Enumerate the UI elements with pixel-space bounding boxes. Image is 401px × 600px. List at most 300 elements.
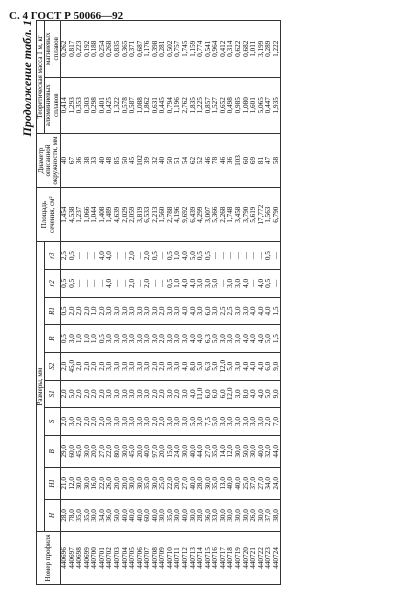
col-s: S	[45, 408, 61, 436]
table-cell: 4,0	[250, 325, 258, 353]
table-cell: —	[212, 242, 220, 270]
table-cell: 3,0	[227, 408, 235, 436]
table-cell: 25,0	[159, 467, 167, 499]
table-cell: 30,0	[174, 499, 182, 531]
table-cell: —	[159, 270, 167, 298]
table-cell: 2,0	[61, 408, 69, 436]
table-cell: 0,398	[152, 21, 160, 78]
profiles-table	[36, 20, 281, 585]
table-cell: 0,964	[212, 21, 220, 78]
col-b: B	[45, 435, 61, 467]
col-r2: r2	[45, 270, 61, 298]
table-cell: 4,299	[197, 188, 205, 242]
table-cell: 35,0	[212, 467, 220, 499]
table-cell: 5,619	[250, 188, 258, 242]
table-cell: 51	[174, 133, 182, 187]
table-cell: 30,0	[159, 499, 167, 531]
profile-number-cell: 440716	[212, 531, 220, 584]
table-cell: —	[122, 270, 130, 298]
table-cell: 3,0	[174, 408, 182, 436]
table-cell: 0,985	[235, 77, 243, 133]
table-cell: 0,5	[205, 242, 213, 270]
table-cell: 11,0	[197, 380, 205, 408]
table-cell: 0,498	[227, 77, 235, 133]
table-cell: 40,0	[235, 467, 243, 499]
table-cell: 35,0	[84, 499, 92, 531]
table-cell: 6,533	[144, 188, 152, 242]
table-cell: 20,0	[137, 435, 145, 467]
table-cell: 30,0	[84, 435, 92, 467]
table-cell: 37,0	[250, 467, 258, 499]
table-cell: 2,0	[76, 297, 84, 325]
table-cell: 22,0	[167, 467, 175, 499]
profile-number-cell: 440720	[243, 531, 251, 584]
table-cell: 4,0	[190, 380, 198, 408]
table-cell: 0,353	[76, 77, 84, 133]
table-cell: 3,0	[182, 325, 190, 353]
table-cell: 3,0	[122, 380, 130, 408]
table-cell: 1,0	[174, 242, 182, 270]
col-profile: Номер профиля	[37, 531, 61, 584]
table-cell: 2,0	[152, 408, 160, 436]
table-cell: 0,5	[167, 270, 175, 298]
table-cell: 4,0	[265, 297, 273, 325]
table-cell: 2,059	[129, 188, 137, 242]
table-cell: 35,0	[76, 499, 84, 531]
profile-number-cell: 440701	[99, 531, 107, 584]
table-cell: 3,0	[129, 352, 137, 380]
table-cell: 30,0	[84, 467, 92, 499]
table-cell: 36,0	[205, 499, 213, 531]
table-cell: 30,0	[190, 499, 198, 531]
table-cell: 1,011	[250, 21, 258, 78]
table-cell: 30,0	[182, 435, 190, 467]
profile-number-cell: 440699	[84, 531, 92, 584]
table-cell: 2,0	[152, 380, 160, 408]
table-cell: 2,0	[91, 408, 99, 436]
table-cell: 3,199	[258, 21, 266, 78]
table-cell: 0,631	[152, 77, 160, 133]
table-cell: 1,563	[265, 188, 273, 242]
profile-number-cell: 440703	[114, 531, 122, 584]
table-cell: 1,489	[106, 188, 114, 242]
table-cell: 60	[243, 133, 251, 187]
table-cell: 4,0	[182, 242, 190, 270]
table-cell: 36	[227, 133, 235, 187]
table-cell: 32,0	[265, 435, 273, 467]
table-cell: 3,0	[220, 325, 228, 353]
table-cell: 5,0	[190, 408, 198, 436]
profile-number-cell: 440700	[91, 531, 99, 584]
table-cell: 3,0	[167, 408, 175, 436]
table-cell: 3,0	[220, 408, 228, 436]
table-cell: 2,268	[220, 188, 228, 242]
table-cell: 1,196	[174, 77, 182, 133]
table-cell: 4,0	[182, 270, 190, 298]
table-cell: 6,0	[220, 380, 228, 408]
table-cell: 5,0	[212, 270, 220, 298]
table-cell: 0,794	[167, 77, 175, 133]
table-cell: —	[114, 242, 122, 270]
table-cell: 2,0	[84, 380, 92, 408]
table-cell: 0,5	[152, 242, 160, 270]
table-cell: 2,0	[265, 408, 273, 436]
table-cell: 30,0	[220, 499, 228, 531]
table-cell: 30,0	[235, 499, 243, 531]
table-cell: 78	[212, 133, 220, 187]
table-cell: 2,0	[159, 408, 167, 436]
table-cell: 3,0	[167, 325, 175, 353]
table-cell: 3,0	[235, 325, 243, 353]
table-cell: 30,0	[243, 499, 251, 531]
table-cell: 40,0	[190, 435, 198, 467]
table-cell: 0,192	[84, 21, 92, 78]
profile-number-cell: 440724	[273, 531, 281, 584]
table-cell: 15,0	[167, 435, 175, 467]
table-cell: 3,0	[235, 380, 243, 408]
table-cell: 1,862	[144, 77, 152, 133]
table-cell: 3,0	[227, 325, 235, 353]
table-cell: 2,0	[144, 270, 152, 298]
profile-number-cell: 440704	[122, 531, 130, 584]
profile-number-cell: 440723	[265, 531, 273, 584]
table-cell: 2,0	[99, 408, 107, 436]
table-cell: 3,0	[152, 325, 160, 353]
table-cell: 0,682	[243, 21, 251, 78]
table-cell: 34,0	[265, 467, 273, 499]
table-cell: 1,5	[273, 297, 281, 325]
table-cell: 2,0	[129, 270, 137, 298]
table-cell: 26,0	[106, 467, 114, 499]
table-cell: 44,0	[197, 435, 205, 467]
table-cell: —	[273, 242, 281, 270]
table-cell: 3,0	[144, 408, 152, 436]
table-cell: 0,652	[220, 77, 228, 133]
table-cell: 0,5	[61, 297, 69, 325]
table-cell: 2,0	[144, 242, 152, 270]
table-cell: 5,0	[212, 325, 220, 353]
table-cell: 67	[69, 133, 77, 187]
col-r: R	[45, 325, 61, 353]
table-cell: 1,080	[243, 77, 251, 133]
table-cell: 24,0	[273, 467, 281, 499]
table-cell: —	[258, 242, 266, 270]
table-cell: 4,0	[243, 270, 251, 298]
table-cell: 40,0	[227, 467, 235, 499]
table-cell: 54	[182, 133, 190, 187]
table-cell: 1,0	[174, 270, 182, 298]
table-cell: 0,502	[167, 21, 175, 78]
table-cell: 1,176	[144, 21, 152, 78]
table-cell: 2,0	[159, 352, 167, 380]
table-cell: 30,0	[129, 467, 137, 499]
table-cell: 3,0	[137, 408, 145, 436]
table-cell: 3,0	[137, 380, 145, 408]
table-cell: 40	[159, 133, 167, 187]
table-cell: 4,0	[182, 352, 190, 380]
table-cell: 0,365	[122, 21, 130, 78]
table-cell: 4,0	[190, 270, 198, 298]
table-cell: —	[99, 270, 107, 298]
table-cell: 80,0	[114, 435, 122, 467]
table-cell: —	[250, 242, 258, 270]
table-cell: 3,0	[182, 380, 190, 408]
profile-number-cell: 440702	[106, 531, 114, 584]
table-cell: 0,5	[265, 270, 273, 298]
rotated-table-content	[20, 20, 390, 585]
table-cell: 3,0	[152, 297, 160, 325]
table-cell: 2,0	[61, 380, 69, 408]
table-cell: 30,0	[76, 467, 84, 499]
table-cell: 6,0	[205, 380, 213, 408]
table-cell: 3,0	[212, 297, 220, 325]
table-cell: 40,0	[152, 499, 160, 531]
table-cell: 3,0	[122, 297, 130, 325]
table-cell: 1,0	[84, 325, 92, 353]
profile-number-cell: 440709	[159, 531, 167, 584]
table-cell: 21,0	[61, 467, 69, 499]
col-al: алюминиевых сплавов	[45, 77, 61, 133]
table-cell: 20,0	[159, 435, 167, 467]
table-cell: 5,0	[265, 325, 273, 353]
page-header: С. 4 ГОСТ Р 50066—92	[9, 10, 124, 22]
table-cell: 40,0	[258, 435, 266, 467]
table-cell: 2,0	[99, 297, 107, 325]
table-cell: 3,0	[167, 352, 175, 380]
table-cell: —	[91, 270, 99, 298]
table-cell: 3,458	[235, 188, 243, 242]
table-cell: 4,0	[197, 325, 205, 353]
table-cell: 44,0	[273, 435, 281, 467]
table-cell: 22,0	[106, 435, 114, 467]
table-cell: 6,3	[205, 325, 213, 353]
table-cell: —	[76, 242, 84, 270]
table-cell: 13,0	[220, 467, 228, 499]
table-cell: 97,0	[152, 435, 160, 467]
table-cell: 81	[258, 133, 266, 187]
table-cell: 3,819	[137, 188, 145, 242]
table-cell: 3,0	[129, 380, 137, 408]
table-cell: 12,0	[69, 467, 77, 499]
table-cell: 3,0	[174, 325, 182, 353]
table-cell: 39	[144, 133, 152, 187]
table-cell: 4,0	[250, 380, 258, 408]
table-cell: 27,0	[99, 435, 107, 467]
table-cell: 3,0	[106, 297, 114, 325]
table-cell: 0,541	[205, 21, 213, 78]
table-cell: 0,401	[99, 77, 107, 133]
table-cell: 4,0	[190, 325, 198, 353]
table-cell: 2,0	[76, 408, 84, 436]
table-cell: 1,601	[250, 77, 258, 133]
table-cell: 4,0	[243, 325, 251, 353]
table-cell: 9,0	[273, 352, 281, 380]
table-cell: 0,622	[235, 21, 243, 78]
table-cell: 1,0	[91, 325, 99, 353]
table-cell: 45,0	[129, 435, 137, 467]
table-cell: 30,0	[137, 467, 145, 499]
table-cell: 2,0	[91, 352, 99, 380]
profile-number-cell: 440697	[69, 531, 77, 584]
table-cell: 3,0	[129, 408, 137, 436]
table-cell: 3,0	[137, 352, 145, 380]
table-cell: 4,0	[190, 297, 198, 325]
table-cell: 69	[250, 133, 258, 187]
table-cell: —	[152, 270, 160, 298]
table-cell: 0,314	[227, 21, 235, 78]
table-cell: 4,0	[106, 242, 114, 270]
table-cell: 4,0	[182, 297, 190, 325]
col-mass: Теоретическая масса 1 м, кг	[37, 21, 45, 134]
table-cell: 0,223	[76, 21, 84, 78]
table-cell: 4,639	[114, 188, 122, 242]
table-cell: 5,0	[190, 242, 198, 270]
col-h: H	[45, 499, 61, 531]
table-cell: 1,454	[61, 188, 69, 242]
table-cell: 3,0	[122, 352, 130, 380]
table-cell: 0,254	[99, 21, 107, 78]
table-cell: 4,0	[250, 352, 258, 380]
table-cell: 7,0	[273, 408, 281, 436]
table-cell: 3,0	[235, 408, 243, 436]
table-cell: 3,0	[137, 325, 145, 353]
table-cell: 27,0	[182, 467, 190, 499]
table-cell: —	[243, 242, 251, 270]
table-cell: 4,0	[258, 297, 266, 325]
table-cell: 0,687	[137, 21, 145, 78]
table-row	[273, 21, 281, 585]
table-cell: —	[137, 270, 145, 298]
table-cell: 60,0	[69, 435, 77, 467]
table-cell: 1,225	[197, 77, 205, 133]
table-cell: 24,0	[174, 435, 182, 467]
table-cell: —	[84, 270, 92, 298]
table-cell: 0,188	[91, 21, 99, 78]
table-cell: 3,0	[250, 408, 258, 436]
table-cell: 0,262	[61, 21, 69, 78]
table-cell: 3,0	[69, 408, 77, 436]
table-cell: 8,0	[243, 380, 251, 408]
table-cell: 3,0	[182, 408, 190, 436]
table-cell: 0,5	[61, 325, 69, 353]
table-cell: 40,0	[122, 499, 130, 531]
table-cell: 60,0	[144, 499, 152, 531]
profile-number-cell: 440708	[152, 531, 160, 584]
table-cell: 2,0	[76, 352, 84, 380]
table-cell: 3,0	[174, 352, 182, 380]
profile-number-cell: 440706	[137, 531, 145, 584]
table-cell: 27,0	[258, 467, 266, 499]
table-cell: 30,0	[250, 435, 258, 467]
table-cell: 0,587	[129, 77, 137, 133]
profile-number-cell: 440698	[76, 531, 84, 584]
table-cell: 5,366	[212, 188, 220, 242]
table-cell: —	[122, 242, 130, 270]
table-cell: 3,0	[167, 297, 175, 325]
table-cell: 1,5	[273, 325, 281, 353]
table-cell: 46	[220, 133, 228, 187]
table-cell: 2,0	[76, 380, 84, 408]
table-cell: 40	[99, 133, 107, 187]
table-cell: 2,5	[220, 297, 228, 325]
profile-number-cell: 440721	[250, 531, 258, 584]
table-cell: 45,0	[69, 352, 77, 380]
col-diam: Диаметр описанной окружности, мм	[37, 133, 61, 187]
table-cell: 4,0	[99, 242, 107, 270]
table-cell: 5,0	[212, 352, 220, 380]
table-cell: 0,268	[106, 21, 114, 78]
table-cell: 3,0	[243, 408, 251, 436]
profile-number-cell: 440713	[190, 531, 198, 584]
table-cell: 2,0	[84, 352, 92, 380]
table-cell: 3,0	[114, 380, 122, 408]
table-cell: 6,3	[205, 352, 213, 380]
table-cell: 30,0	[205, 467, 213, 499]
table-cell: 37,0	[265, 499, 273, 531]
table-cell: 1,222	[273, 21, 281, 78]
table-cell: —	[220, 270, 228, 298]
col-r1: R1	[45, 297, 61, 325]
table-cell: 0,371	[129, 21, 137, 78]
table-cell: 4,0	[106, 270, 114, 298]
table-cell: 30,0	[122, 435, 130, 467]
table-cell: 14,0	[220, 435, 228, 467]
table-cell: 33,0	[212, 499, 220, 531]
table-cell: 2,0	[84, 297, 92, 325]
table-cell: 27,0	[205, 435, 213, 467]
table-cell: 0,445	[159, 77, 167, 133]
table-cell: —	[227, 242, 235, 270]
table-cell: 103	[235, 133, 243, 187]
table-cell: 3,0	[243, 297, 251, 325]
table-cell: 50,0	[114, 499, 122, 531]
table-cell: 0,5	[265, 242, 273, 270]
table-cell: 12,0	[227, 380, 235, 408]
table-cell: 40,0	[190, 467, 198, 499]
table-cell: 85	[114, 133, 122, 187]
table-cell: 3,0	[114, 297, 122, 325]
table-cell: 9,0	[273, 380, 281, 408]
table-cell: 1,0	[91, 297, 99, 325]
table-cell: 3,007	[205, 188, 213, 242]
table-cell: 3,0	[129, 297, 137, 325]
col-s1: S1	[45, 380, 61, 408]
table-cell: 0,425	[106, 77, 114, 133]
table-cell: 34,0	[99, 499, 107, 531]
table-cell: 102	[137, 133, 145, 187]
table-cell: 3,0	[106, 408, 114, 436]
table-cell: 1,408	[99, 188, 107, 242]
table-cell: 3,0	[227, 270, 235, 298]
table-cell: 8,0	[190, 352, 198, 380]
table-cell: 40,0	[129, 499, 137, 531]
table-cell: 2,0	[69, 297, 77, 325]
table-cell: 12,0	[220, 352, 228, 380]
col-area: Площадь сечения, см²	[37, 188, 61, 242]
table-cell: 1,0	[76, 325, 84, 353]
table-cell: 30,0	[235, 435, 243, 467]
table-cell: 0,5	[99, 325, 107, 353]
table-cell: 0,298	[91, 77, 99, 133]
table-cell: 4,0	[258, 270, 266, 298]
table-cell: 5,065	[258, 77, 266, 133]
table-cell: 25,0	[243, 467, 251, 499]
table-cell: 1,935	[273, 77, 281, 133]
col-s2: S2	[45, 352, 61, 380]
table-cell: 33	[91, 133, 99, 187]
table-cell: 2,762	[182, 77, 190, 133]
table-cell: 1,044	[91, 188, 99, 242]
